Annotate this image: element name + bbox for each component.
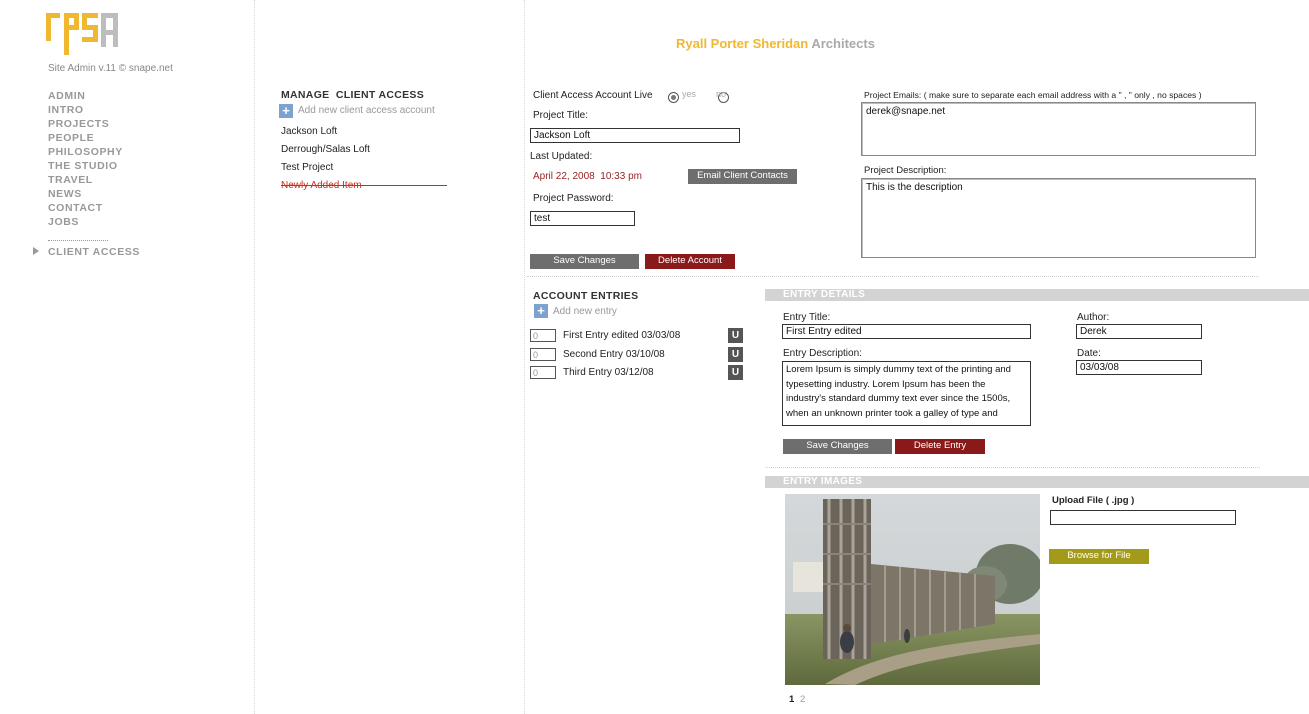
nav-item-contact[interactable]: CONTACT [48, 202, 103, 214]
author-label: Author: [1077, 312, 1110, 323]
delete-entry-button[interactable]: Delete Entry [895, 439, 985, 454]
admin-version: Site Admin v.11 © snape.net [48, 63, 173, 74]
live-yes-radio[interactable] [668, 92, 679, 103]
add-entry-plus-icon[interactable]: + [534, 304, 548, 318]
live-yes-label: yes [682, 89, 697, 99]
image-pager [789, 694, 805, 705]
page-link-1[interactable]: 1 [789, 694, 795, 705]
account-item-derrough-salas-loft[interactable]: Derrough/Salas Loft [281, 144, 370, 155]
delete-account-button[interactable]: Delete Account [645, 254, 735, 269]
entry-description-field[interactable] [782, 361, 1031, 426]
nav-item-projects[interactable]: PROJECTS [48, 118, 110, 130]
sidebar-nav [48, 90, 123, 230]
save-entry-button[interactable]: Save Changes [783, 439, 892, 454]
entry-order-input[interactable] [530, 366, 556, 379]
project-emails-label: Project Emails: ( make sure to separate each email address with a " , " only , no spaces ) [864, 90, 1202, 100]
strike-line [281, 185, 447, 186]
project-description-field[interactable] [861, 178, 1256, 258]
manage-title: MANAGE CLIENT ACCESS [281, 89, 424, 101]
nav-item-people[interactable]: PEOPLE [48, 132, 95, 144]
date-label: Date: [1077, 348, 1101, 359]
account-item-jackson-loft[interactable]: Jackson Loft [281, 126, 338, 137]
account-item-test-project[interactable]: Test Project [281, 162, 334, 173]
add-account-link[interactable]: Add new client access account [298, 105, 435, 116]
last-updated-value: April 22, 2008 10:33 pm [533, 171, 642, 182]
add-entry-link[interactable]: Add new entry [553, 306, 617, 317]
upload-file-label: Upload File ( .jpg ) [1052, 495, 1135, 506]
live-no-label: no [716, 89, 727, 99]
browse-file-button[interactable]: Browse for File [1049, 549, 1149, 564]
nav-item-jobs[interactable]: JOBS [48, 216, 79, 228]
nav-item-philosophy[interactable]: PHILOSOPHY [48, 146, 123, 158]
nav-divider [48, 240, 108, 241]
entry-title-input[interactable] [782, 324, 1031, 339]
upload-file-input[interactable] [1050, 510, 1236, 525]
entry-description-label: Entry Description: [783, 348, 862, 359]
nav-item-intro[interactable]: INTRO [48, 104, 84, 116]
author-input[interactable] [1076, 324, 1202, 339]
date-input[interactable] [1076, 360, 1202, 375]
page-link-2[interactable]: 2 [799, 694, 806, 705]
account-entries-title: ACCOUNT ENTRIES [533, 290, 639, 302]
entry-title-label: Entry Title: [783, 312, 831, 323]
nav-item-travel[interactable]: TRAVEL [48, 174, 93, 186]
save-account-button[interactable]: Save Changes [530, 254, 639, 269]
entry-item[interactable]: Second Entry 03/10/08 [563, 349, 665, 360]
password-label: Project Password: [533, 193, 614, 204]
update-entry-button[interactable]: U [728, 328, 743, 343]
nav-item-news[interactable]: NEWS [48, 188, 82, 200]
password-input[interactable] [530, 211, 635, 226]
site-title [676, 36, 875, 51]
rpsa-logo [46, 13, 120, 57]
entry-order-input[interactable] [530, 348, 556, 361]
entry-details-bar: ENTRY DETAILS [765, 289, 1309, 301]
email-client-contacts-button[interactable]: Email Client Contacts [688, 169, 797, 184]
update-entry-button[interactable]: U [728, 365, 743, 380]
update-entry-button[interactable]: U [728, 347, 743, 362]
entry-order-input[interactable] [530, 329, 556, 342]
site-title-sub: Architects [811, 36, 875, 51]
triangle-right-icon [33, 247, 39, 255]
nav-item-admin[interactable]: ADMIN [48, 90, 86, 102]
add-account-plus-icon[interactable]: + [279, 104, 293, 118]
last-updated-label: Last Updated: [530, 151, 593, 162]
site-title-main: Ryall Porter Sheridan [676, 36, 809, 51]
nav-item-client-access[interactable]: CLIENT ACCESS [48, 246, 140, 258]
nav-item-the-studio[interactable]: THE STUDIO [48, 160, 118, 172]
live-label: Client Access Account Live [533, 90, 653, 101]
entry-images-bar: ENTRY IMAGES [765, 476, 1309, 488]
entry-item[interactable]: First Entry edited 03/03/08 [563, 330, 681, 341]
entry-image-thumbnail[interactable] [785, 494, 1040, 685]
account-item-removed[interactable]: Newly Added Item [281, 180, 362, 191]
project-title-label: Project Title: [533, 110, 589, 121]
project-description-label: Project Description: [864, 165, 947, 176]
project-title-input[interactable] [530, 128, 740, 143]
project-emails-field[interactable] [861, 102, 1256, 156]
entry-item[interactable]: Third Entry 03/12/08 [563, 367, 654, 378]
